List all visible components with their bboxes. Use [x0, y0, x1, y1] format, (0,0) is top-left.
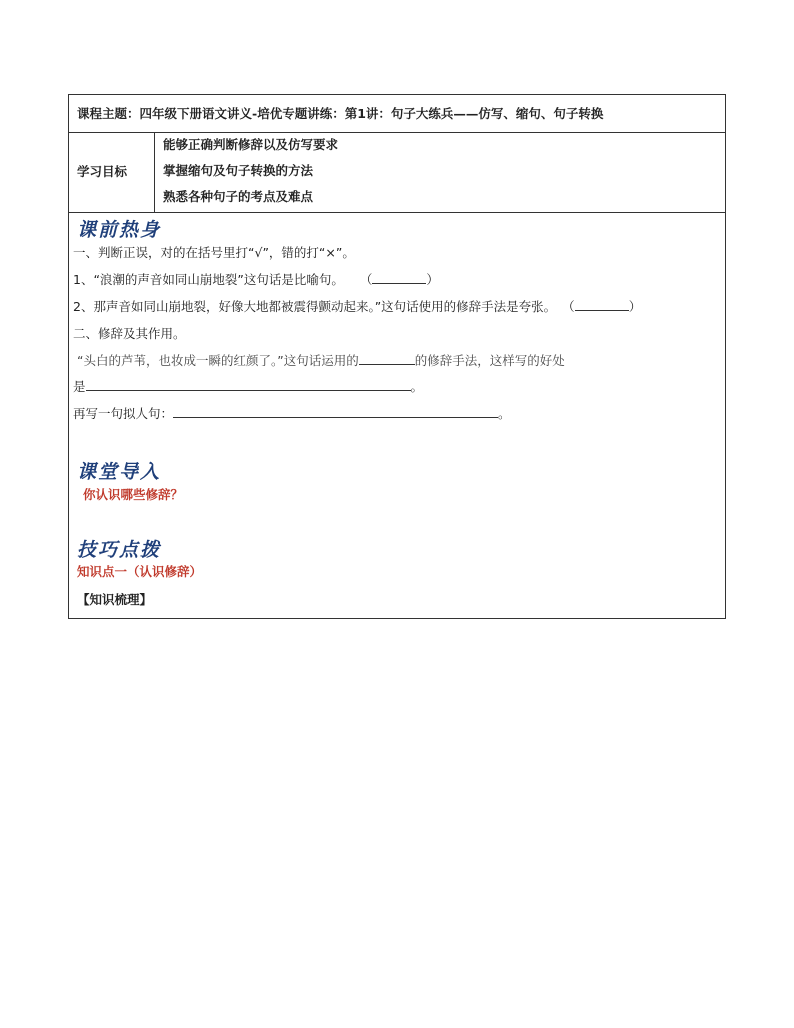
answer-blank[interactable] [173, 417, 498, 418]
q2-line-2 [73, 377, 423, 395]
q1-item-2-text: 2、那声音如同山崩地裂，好像大地都被震得颤动起来。”这句话使用的修辞手法是夸张。 [73, 299, 557, 314]
q2-sentence [77, 351, 565, 369]
paren-close: ） [628, 299, 642, 314]
q3-end: 。 [498, 406, 511, 421]
goal-item: 熟悉各种句子的考点及难点 [163, 189, 314, 204]
q2-sentence-part-a: “头白的芦苇，也妆成一瞬的红颜了。”这句话运用的 [77, 353, 359, 368]
q3-prefix: 再写一句拟人句： [73, 406, 174, 421]
paren-open: （ [562, 299, 575, 314]
q1-item-2 [73, 297, 641, 315]
warmup-heading: 课前热身 [77, 219, 162, 241]
course-topic-row [69, 95, 725, 133]
lesson-table [68, 94, 726, 619]
q3 [73, 404, 511, 422]
answer-blank[interactable] [359, 364, 415, 365]
class-intro-heading: 课堂导入 [77, 461, 162, 483]
q2-line-2-prefix: 是 [73, 379, 86, 394]
q1-intro: 一、判断正误，对的在括号里打“√”，错的打“×”。 [73, 245, 355, 260]
goal-item: 掌握缩句及句子转换的方法 [163, 163, 314, 178]
q1-item-1 [73, 270, 439, 288]
class-intro-question: 你认识哪些修辞？ [83, 487, 184, 502]
knowledge-point-1: 知识点一（认识修辞） [77, 564, 203, 579]
q1-item-1-text: 1、“浪潮的声音如同山崩地裂”这句话是比喻句。 [73, 272, 344, 287]
course-topic: 课程主题：四年级下册语文讲义-培优专题讲练：第1讲：句子大练兵——仿写、缩句、句子转换 [77, 106, 604, 121]
knowledge-summary-label: 【知识梳理】 [77, 592, 153, 607]
answer-blank[interactable] [575, 310, 629, 311]
paren-open: （ [359, 272, 373, 287]
skills-heading: 技巧点拨 [77, 539, 162, 561]
learning-goals-label: 学习目标 [77, 164, 128, 179]
q2-intro: 二、修辞及其作用。 [73, 326, 186, 341]
q2-line-2-end: 。 [410, 379, 424, 394]
q2-sentence-part-b: 的修辞手法，这样写的好处 [414, 353, 565, 368]
answer-blank[interactable] [372, 283, 426, 284]
learning-goals-row [69, 133, 725, 213]
answer-blank[interactable] [86, 390, 411, 391]
learning-goals-label-cell [69, 133, 155, 212]
paren-close: ） [426, 272, 439, 287]
goal-item: 能够正确判断修辞以及仿写要求 [163, 137, 339, 152]
